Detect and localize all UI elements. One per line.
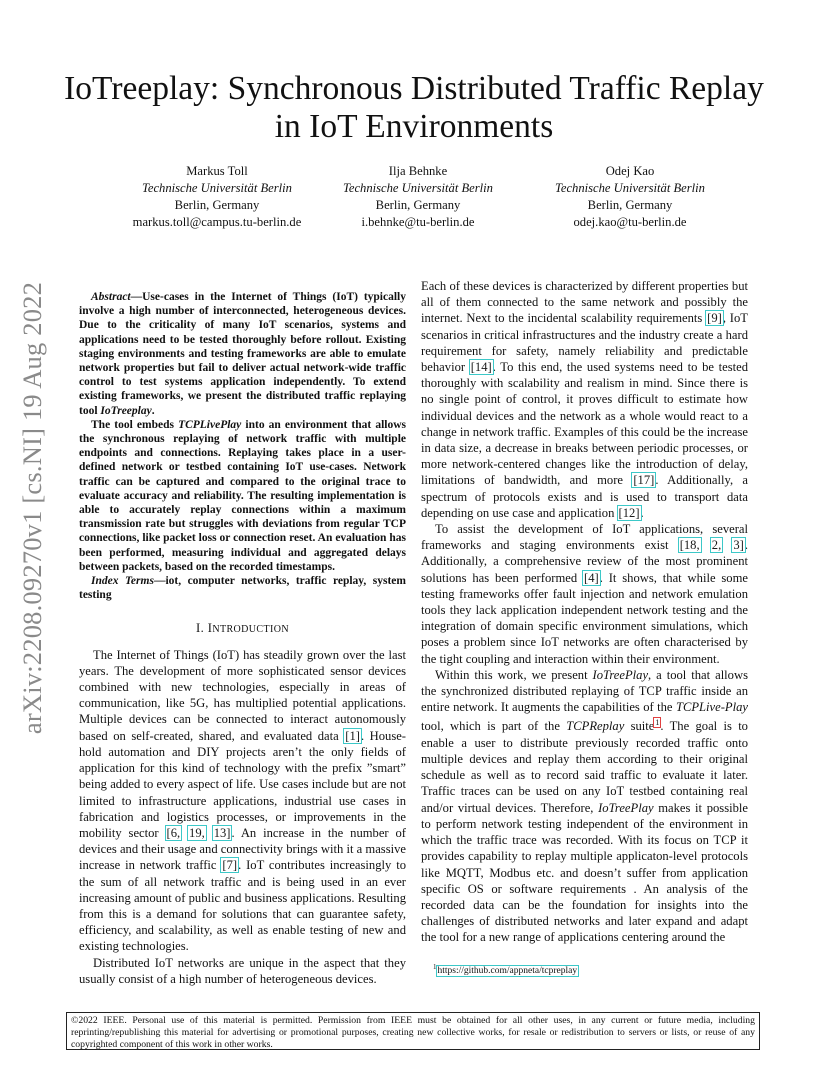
abstract-label: Abstract (91, 291, 131, 303)
footnote-link[interactable]: https://github.com/appneta/tcpreplay (437, 966, 578, 977)
citation-17[interactable]: [17] (633, 473, 655, 488)
abstract-p2-tool: TCPLivePlay (178, 418, 242, 431)
tcpreplay-name: TCPReplay (566, 719, 625, 734)
author-email[interactable]: odej.kao@tu-berlin.de (573, 215, 687, 229)
author-affiliation: Technische Universität Berlin (343, 181, 493, 195)
text: . To this end, the used systems need to be tested thoroughly with scalability and realism in mind. Since there is no single point of control, it proves difficult to estimate how individual devices and the network as a whole would react to a change in network traffic. Examples of this could be the increase in data size, a decrease in breaks between periodic processes, or more network-centered changes like the introduction of delay, limitations of bandwidth, and more (421, 360, 748, 488)
abstract-tool-name: IoTreeplay (100, 404, 152, 417)
text: . Additionally, a comprehensive review of the most prominent solutions has been performed (421, 538, 749, 585)
author-name: Ilja Behnke (388, 164, 448, 178)
citation-18[interactable]: [18, (679, 538, 700, 553)
author-2 (298, 163, 538, 231)
intro-paragraph-1 (79, 647, 406, 955)
arxiv-identifier: arXiv:2208.09270v1 [cs.NI] 19 Aug 2022 (17, 281, 47, 735)
author-affiliation: Technische Universität Berlin (555, 181, 705, 195)
text: Each of these devices is characterized by different properties but all of them connected to the same network and possibly the internet. Next to the incidental scalability requirements (421, 279, 748, 326)
text: Within this work, we present (435, 667, 593, 682)
section-heading-introduction (79, 620, 406, 638)
author-3 (510, 163, 750, 231)
footnote (433, 961, 578, 977)
text: tool, which is part of the (421, 719, 567, 734)
right-column (421, 278, 748, 946)
index-terms-text: —iot, computer networks, traffic replay, system testing (79, 575, 406, 602)
left-column (79, 290, 406, 987)
author-location: Berlin, Germany (375, 198, 461, 212)
title-line-1: IoTreeplay: Synchronous Distributed Traffic Replay (64, 70, 764, 107)
tool-name: IoTreePlay (592, 667, 649, 682)
text: . House-hold automation and DIY projects aren’t the only fields of application for this kind of technology with the prefix ”smart” being added to every aspect of life. Use cases include but are not limited to infrastructure applications, industrial use cases in fabrication and logistics processes, or improvements in the mobility sector (79, 728, 407, 840)
text: To assist the development of IoT applications, several frameworks and staging environments exist (421, 522, 748, 553)
author-email[interactable]: markus.toll@campus.tu-berlin.de (132, 215, 302, 229)
section-numeral: I. (196, 621, 208, 636)
text: . The goal is to enable a user to distribute previously recorded traffic onto multiple devices and replay them according to their original schedule as well as to record said traffic to evaluate it later. Traffic traces can be used on any IoT testbed containing real and/or virtual devices. Therefore, (421, 719, 748, 815)
abstract (79, 290, 406, 602)
text: makes it possible to perform network testing independent of the environment in which the traffic trace was recorded. With its focus on TCP it provides capability to replay multiple applicaton-level protocols like MQTT, Modbus etc. and doesn’t suffer from application specific OS or software requirements . An analysis of the recorded data can be the foundation for insights into the challenges of distributed networks and later expand and adapt the tool for a new range of applications centering around the (421, 800, 748, 945)
text: suite (624, 719, 655, 734)
citation-19[interactable]: 19, (189, 825, 205, 840)
citation-7[interactable]: [7] (222, 858, 238, 873)
text: The Internet of Things (IoT) has steadily grown over the last years. The development of more sophisticated sensor devices combined with new technologies, especially in areas of communication, like 5G, has multiplied potential applications. Multiple devices can be connected to interact autonomously based on self-created, shared, and evaluated data (79, 647, 406, 743)
author-email[interactable]: i.behnke@tu-berlin.de (361, 215, 475, 229)
citation-1[interactable]: [1] (345, 728, 360, 743)
text: . An increase in the number of devices and their usage and connectivity brings with it a massive increase in network traffic (79, 825, 406, 873)
citation-12[interactable]: [12] (618, 505, 640, 520)
intro-paragraph-3 (421, 278, 748, 521)
tool-name: IoTreePlay (598, 800, 654, 815)
section-rest: NTRODUCTION (212, 624, 289, 636)
footnote-ref-1[interactable]: 1 (655, 718, 660, 728)
tcpliveplay-name: TCPLive-Play (675, 700, 748, 715)
citation-6[interactable]: [6, (166, 825, 181, 840)
text: . It shows, that while some testing frameworks offer fault injection and network emulation tools they lack application independent network testing and the integration of domain specific environment simulations, which poses a problem since IoT networks are often characterised by the tight coupling and interaction within their environment. (421, 570, 748, 666)
text: . IoT contributes increasingly to the sum of all network traffic and is being used in an ever increasing amount of public and business applications. Resulting from this is a demand for solutions that can guarantee safety, efficiency, and scalability, as well as enable testing of new and existing technologies. (79, 858, 406, 954)
text: . (640, 505, 644, 520)
copyright-notice: ©2022 IEEE. Personal use of this material is permitted. Permission from IEEE must be obtained for all other uses, in any current or future media, including reprinting/republishing this material for advertising or promotional purposes, creating new collective works, for resale or redistribution to servers or lists, or reuse of any copyrighted component of this work in other works. (66, 1012, 760, 1050)
text: , a tool that allows the synchronized distributed replaying of TCP traffic inside an entire network. It augments the capabilities of the (421, 667, 748, 715)
section-first-letter: I (207, 621, 213, 636)
text: , IoT scenarios in critical infrastructures and the industry create a hard requirement for safety, namely reliability and predictable behavior (421, 311, 748, 375)
text: . Additionally, a spectrum of protocols exists and is used to transport data depending on use case and application (421, 473, 749, 520)
citation-9[interactable]: [9] (707, 311, 722, 326)
title-line-2: in IoT Environments (274, 108, 554, 145)
author-affiliation: Technische Universität Berlin (142, 181, 292, 195)
author-location: Berlin, Germany (587, 198, 673, 212)
footnote-mark: 1 (433, 963, 437, 971)
index-terms-label: Index Terms (91, 575, 154, 588)
citation-13[interactable]: 13] (213, 825, 231, 840)
citation-14[interactable]: [14] (470, 360, 492, 375)
author-location: Berlin, Germany (174, 198, 260, 212)
abstract-p2-text: into an environment that allows the synchronous replaying of network traffic with multiple endpoints and connections. Replaying takes place in a user-defined network or testbed containing IoT use-cases. Network traffic can be captured and compared to the original trace to evaluate accuracy and reliability. The resulting implementation is able to accurately replay connections within a maximum transmission rate but struggles with deviations from regular TCP connections, like packet loss or connection reset. An evaluation has been performed, measuring individual and aggregated delays between packets, based on the recorded timestamps. (79, 418, 406, 573)
citation-3[interactable]: 3] (733, 538, 744, 553)
author-name: Odej Kao (605, 164, 655, 178)
intro-paragraph-4 (421, 521, 748, 667)
abstract-text: —Use-cases in the Internet of Things (IoT) typically involve a high number of interconnected, heterogeneous devices. Due to the criticality of many IoT scenarios, systems and applications need to be tested thoroughly before rollout. Existing staging environments and testing frameworks are able to emulate network properties but fail to deliver actual network-wide traffic control to test systems application independently. To extend existing frameworks, we present the distributed traffic replaying tool (79, 291, 406, 417)
paper-title (40, 70, 788, 146)
abstract-p2-start: The tool embeds (91, 418, 179, 431)
intro-paragraph-2: Distributed IoT networks are unique in the aspect that they usually consist of a high number of heterogeneous devices. (79, 955, 406, 986)
citation-4[interactable]: [4] (584, 570, 599, 585)
author-name: Markus Toll (186, 164, 248, 178)
abstract-period: . (151, 404, 155, 417)
intro-paragraph-5 (421, 667, 748, 946)
citation-2[interactable]: 2, (711, 538, 722, 553)
